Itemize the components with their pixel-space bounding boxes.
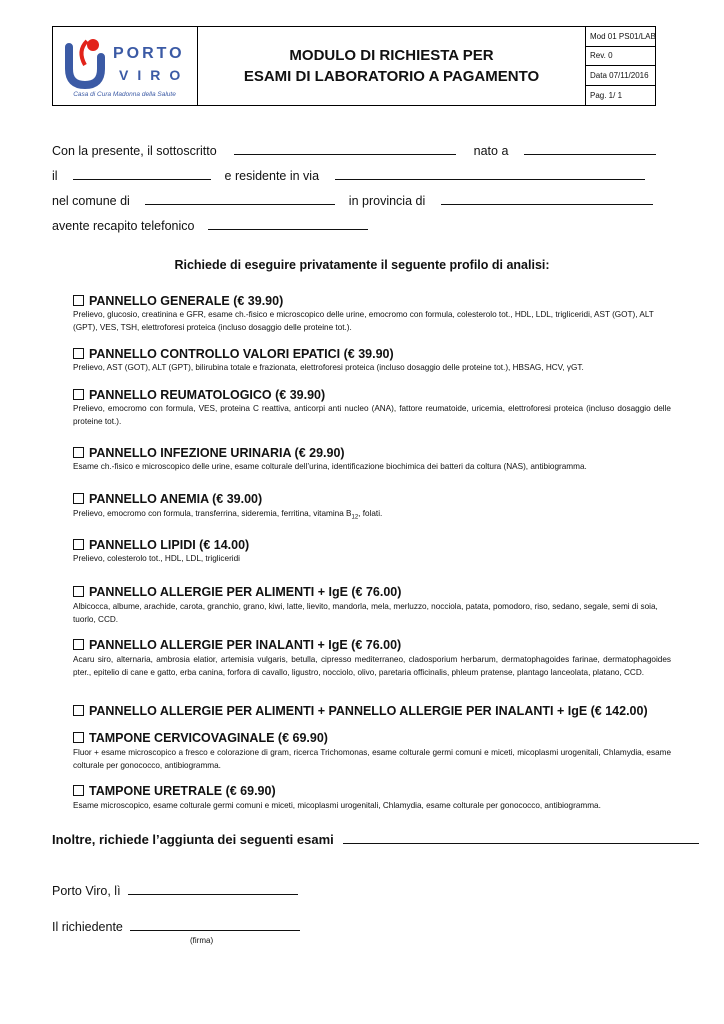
request-title: Richiede di eseguire privatamente il seguente profilo di analisi: [174,258,550,272]
checkbox-icon[interactable] [73,732,84,743]
place-line [52,882,298,898]
panel-title: PANNELLO ALLERGIE PER ALIMENTI + PANNELLO ALLERGIE PER INALANTI + IgE (€ 142.00) [89,704,648,718]
panel-generale[interactable] [73,294,283,308]
panel-tampone-uretrale[interactable] [73,784,276,798]
meta-date: Data 07/11/2016 [586,66,656,86]
panel-desc: Prelievo, emocromo con formula, VES, proteina C reattiva, anticorpi anti nucleo (ANA), fattore reumatoide, uricemia, elettroforesi proteica (incluso dosaggio delle proteine tot.). [73,404,671,426]
checkbox-icon[interactable] [73,295,84,306]
field-provincia[interactable] [441,192,653,205]
form-line-3 [52,192,653,208]
form-line-1 [52,142,656,158]
checkbox-icon[interactable] [73,389,84,400]
panel-tampone-cervicovaginale[interactable] [73,731,328,745]
panel-desc: Fluor + esame microscopico a fresco e colorazione di gram, ricerca Trichomonas, esame colturale germi comuni e miceti, micoplasmi urogenitali, Chlamydia, esame colturale per gonococco, antibiogramma. [73,748,671,770]
document-header [52,26,656,106]
title-line-1: MODULO DI RICHIESTA PER [289,47,494,64]
porto-viro-logo-icon [63,35,111,89]
panel-title: PANNELLO REUMATOLOGICO (€ 39.90) [89,388,326,402]
signature-note: (firma) [190,936,214,945]
field-nato-a[interactable] [524,142,656,155]
additional-exams-label: Inoltre, richiede l’aggiunta dei seguenti esami [52,832,334,847]
field-via[interactable] [335,167,645,180]
document-meta [586,27,656,105]
panel-title: PANNELLO ANEMIA (€ 39.00) [89,492,263,506]
title-line-2: ESAMI DI LABORATORIO A PAGAMENTO [243,68,540,85]
field-telefono[interactable] [208,217,368,230]
field-data-nascita[interactable] [73,167,211,180]
checkbox-icon[interactable] [73,447,84,458]
panel-infezione-urinaria[interactable] [73,446,345,460]
field-date[interactable] [128,882,298,895]
field-additional-exams[interactable] [343,831,699,844]
logo-line-2: VIRO [119,67,190,83]
panel-reumatologico[interactable] [73,388,325,402]
meta-revision: Rev. 0 [586,47,656,67]
panel-desc: Albicocca, albume, arachide, carota, granchio, grano, kiwi, latte, lievito, mandorla, mela, merluzzo, nocciola, patata, pomodoro, riso, sedano, segale, semi di soia, tuorlo, CCD. [73,602,658,624]
panel-desc: Esame ch.-fisico e microscopico delle urine, esame colturale dell’urina, identificazione biochimica dei batteri da coltura (NAS), antibiogramma. [73,462,587,471]
logo-line-1: PORTO [113,45,185,62]
form-line-2 [52,167,645,183]
panel-desc: Esame microscopico, esame colturale germi comuni e miceti, micoplasmi urogenitali, Chlamydia, esame colturale per gonococco, antibiogramma. [73,801,601,810]
label-telefono: avente recapito telefonico [52,219,195,233]
panel-desc: Prelievo, AST (GOT), ALT (GPT), bilirubina totale e frazionata, elettroforesi proteica (incluso dosaggio delle proteine tot.), HBSAG, HCV, γGT. [73,363,584,372]
panel-title: PANNELLO CONTROLLO VALORI EPATICI (€ 39.90) [89,347,394,361]
form-line-4 [52,217,368,233]
place-label: Porto Viro, lì [52,884,121,898]
field-sottoscritto[interactable] [234,142,456,155]
panel-desc-text: Prelievo, emocromo con formula, transferrina, sideremia, ferritina, vitamina B [73,509,352,518]
checkbox-icon[interactable] [73,639,84,650]
label-il: il [52,169,58,183]
requester-label: Il richiedente [52,920,123,934]
panel-title: PANNELLO ALLERGIE PER ALIMENTI + IgE (€ 76.00) [89,585,402,599]
panel-title: PANNELLO ALLERGIE PER INALANTI + IgE (€ 76.00) [89,638,402,652]
checkbox-icon[interactable] [73,586,84,597]
checkbox-icon[interactable] [73,348,84,359]
panel-desc [73,507,671,525]
panel-title: PANNELLO GENERALE (€ 39.90) [89,294,284,308]
panel-desc-tail: , folati. [358,509,383,518]
panel-allergie-inalanti[interactable] [73,638,401,652]
document-title [198,27,586,105]
additional-exams-line [52,831,699,847]
panel-anemia[interactable] [73,492,262,506]
panel-title: PANNELLO LIPIDI (€ 14.00) [89,538,250,552]
meta-module: Mod 01 PS01/LAB [586,27,656,47]
panel-epatici[interactable] [73,347,394,361]
label-provincia: in provincia di [348,194,426,208]
logo-subtitle: Casa di Cura Madonna della Salute [73,91,176,98]
label-nato-a: nato a [473,144,509,158]
panel-title: TAMPONE CERVICOVAGINALE (€ 69.90) [89,731,328,745]
label-comune: nel comune di [52,194,130,208]
checkbox-icon[interactable] [73,785,84,796]
field-comune[interactable] [145,192,335,205]
panel-desc-subscript: 12 [351,514,359,521]
panel-lipidi[interactable] [73,538,249,552]
label-sottoscritto: Con la presente, il sottoscritto [52,144,217,158]
panel-desc: Prelievo, glucosio, creatinina e GFR, esame ch.-fisico e microscopico delle urine, emocromo con formula, colesterolo tot., HDL, LDL, trigliceridi, AST (GOT), ALT (GPT), VES, TSH, elettroforesi proteica (incluso dosaggio delle proteine tot.). [73,310,654,332]
meta-page: Pag. 1/ 1 [590,90,623,100]
panel-desc: Prelievo, colesterolo tot., HDL, LDL, trigliceridi [73,554,241,563]
logo-cell [53,27,198,105]
checkbox-icon[interactable] [73,539,84,550]
panel-allergie-combinato[interactable] [73,704,648,718]
checkbox-icon[interactable] [73,705,84,716]
requester-line [52,918,300,934]
panel-title: TAMPONE URETRALE (€ 69.90) [89,784,276,798]
panel-allergie-alimenti[interactable] [73,585,401,599]
label-residente: e residente in via [224,169,320,183]
field-signature[interactable] [130,918,300,931]
panel-desc: Acaru siro, alternaria, ambrosia elatior, artemisia vulgaris, betulla, cipresso mediterraneo, cladosporium herbarum, dermatophagoides farinae, dermatophagoides pter., epitelio di cane e gatto, erba canina, forfora di cavallo, ligustro, nocciolo, olivo, paretaria officinalis, phleum pratense, plantago lanceolata, platano, CCD. [73,655,671,677]
panel-title: PANNELLO INFEZIONE URINARIA (€ 29.90) [89,446,345,460]
checkbox-icon[interactable] [73,493,84,504]
